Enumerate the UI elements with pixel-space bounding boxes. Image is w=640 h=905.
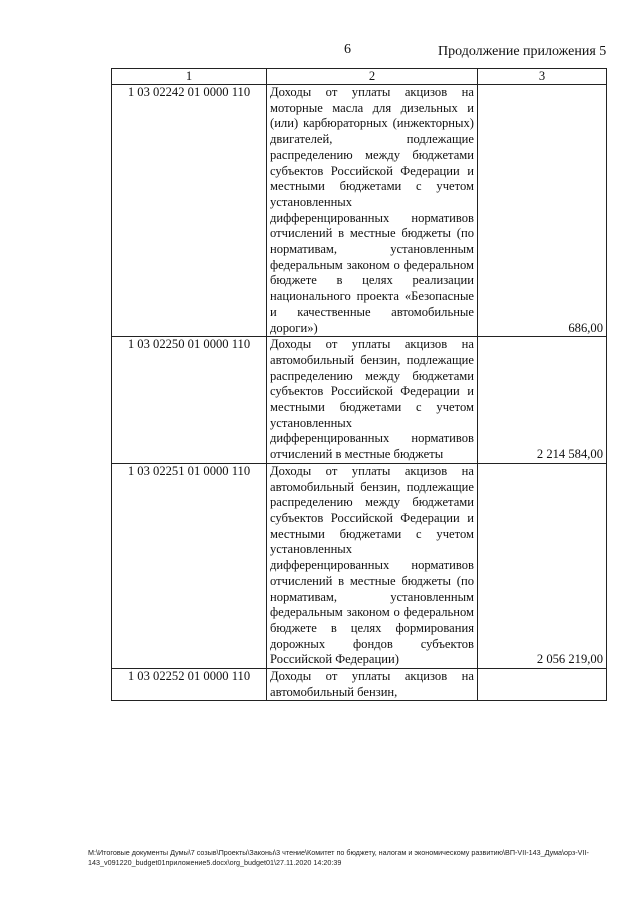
budget-code: 1 03 02252 01 0000 110 [112,669,267,701]
file-path-line-2: 143_v091220_budget01приложение5.docx\org_budget01\27.11.2020 14:20:39 [88,858,342,867]
column-number-1: 1 [112,69,267,85]
budget-code: 1 03 02242 01 0000 110 [112,85,267,337]
continuation-title: Продолжение приложения 5 [438,44,607,59]
table-row [112,463,607,668]
budget-code: 1 03 02251 01 0000 110 [112,463,267,668]
income-amount: 2 056 219,00 [478,463,607,668]
table-row [112,85,607,337]
column-number-3: 3 [478,69,607,85]
table-row [112,669,607,701]
budget-table [111,68,607,701]
income-amount: 2 214 584,00 [478,337,607,464]
column-number-2: 2 [267,69,478,85]
income-amount [478,669,607,701]
income-description: Доходы от уплаты акцизов на моторные масла для дизельных и (или) карбюраторных (инжекторных) двигателей, подлежащие распределению между бюджетами субъектов Российской Федерации и местными бюджетами с учетом установленных дифференцированных нормативов отчислений в местные бюджеты (по нормативам, установленным федеральным законом о федеральном бюджете в целях реализации национального проекта «Безопасные и качественные автомобильные дороги») [267,85,478,337]
file-path-footer [88,848,618,868]
income-description: Доходы от уплаты акцизов на автомобильный бензин, подлежащие распределению между бюджетами субъектов Российской Федерации и местными бюджетами с учетом установленных дифференцированных нормативов отчислений в местные бюджеты (по нормативам, установленным федеральным законом о федеральном бюджете в целях формирования дорожных фондов субъектов Российской Федерации) [267,463,478,668]
column-number-row [112,69,607,85]
budget-code: 1 03 02250 01 0000 110 [112,337,267,464]
file-path-line-1: М:\Итоговые документы Думы\7 созыв\Проекты\Законы\3 чтение\Комитет по бюджету, налогам и экономическому развитию\ВП-VII-143_Дума\орз-VII- [88,848,589,857]
income-amount: 686,00 [478,85,607,337]
income-description: Доходы от уплаты акцизов на автомобильный бензин, [267,669,478,701]
page-number: 6 [344,42,351,57]
income-description: Доходы от уплаты акцизов на автомобильный бензин, подлежащие распределению между бюджетами субъектов Российской Федерации и местными бюджетами с учетом установленных дифференцированных нормативов отчислений в местные бюджеты [267,337,478,464]
table-row [112,337,607,464]
